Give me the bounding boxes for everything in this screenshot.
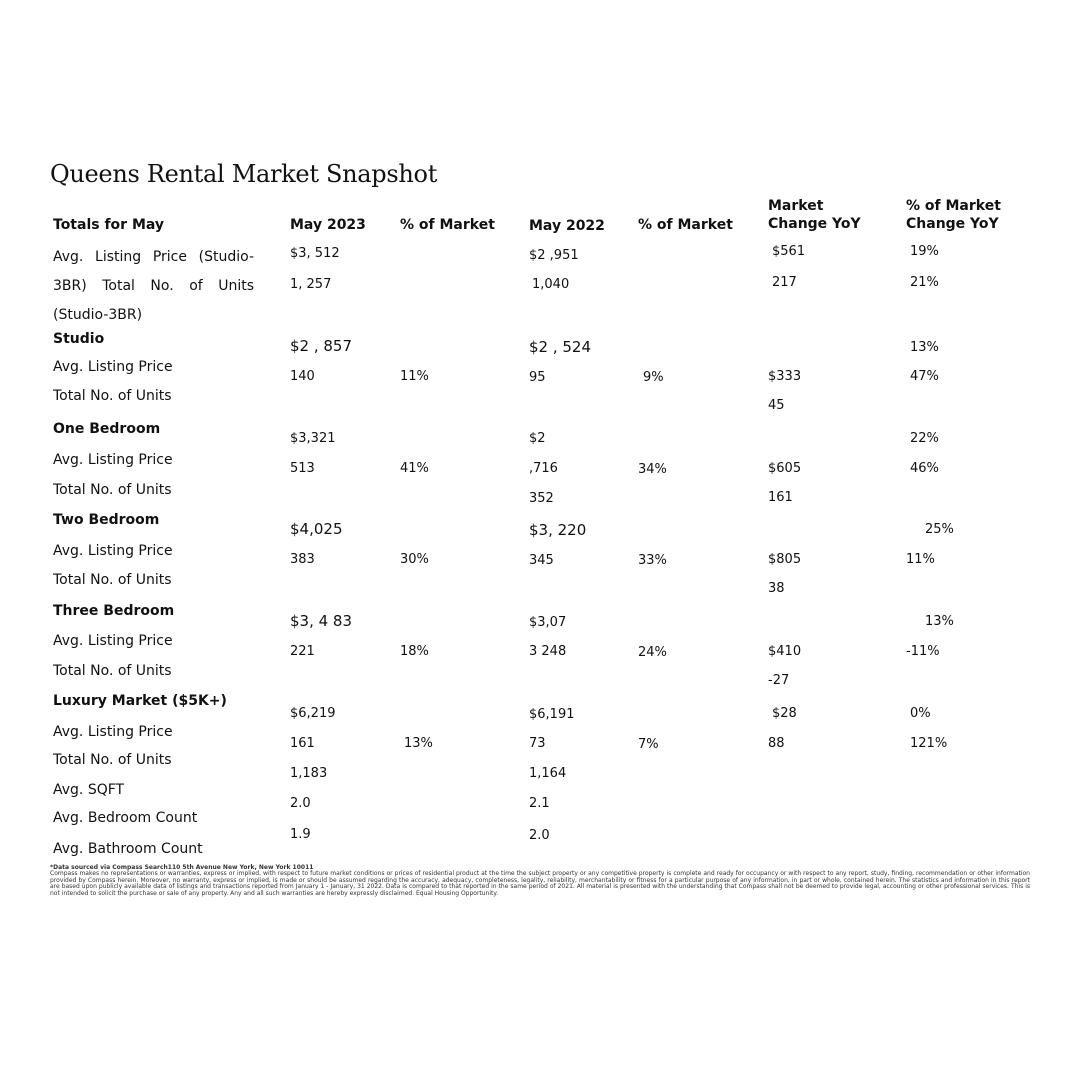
section-one-bedroom: One Bedroom <box>53 421 161 437</box>
two-bed-change-1: $805 <box>768 552 802 567</box>
two-bed-total-units-label: Total No. of Units <box>53 572 172 588</box>
luxury-pct-change-1: 0% <box>910 706 931 721</box>
two-bed-avg-price-label: Avg. Listing Price <box>53 543 173 559</box>
three-bed-avg-price-label: Avg. Listing Price <box>53 633 173 649</box>
two-bed-price-pct-change: 25% <box>925 522 954 537</box>
one-bed-units-2023: 513 <box>290 461 315 476</box>
studio-pct-2023: 11% <box>400 369 429 384</box>
page-title: Queens Rental Market Snapshot <box>50 160 438 188</box>
totals-price-pct-change: 19% <box>910 244 939 259</box>
studio-units-2022: 95 <box>529 370 546 385</box>
totals-price-2022: $2 ,951 <box>529 248 579 263</box>
totals-price-change: $561 <box>772 244 806 259</box>
two-bed-price-2023: $4,025 <box>290 520 343 538</box>
totals-label: Avg. Listing Price (Studio-3BR) Total No. of Units (Studio-3BR) <box>53 249 254 323</box>
studio-price-2023: $2 , 857 <box>290 337 353 355</box>
footer-disclaimer-text: Compass makes no representations or warranties, express or implied, with respect to future market conditions or prices of residential product at the time the subject property or any competitive property is complete and ready for occupancy or with respect to any report, study, finding, recommendation or other information provided by Compass herein. Moreover, no warranty, express or implied, is made or should be assumed regarding the accuracy, adequacy, completeness, legality, reliability, merchantability or fitness for a particular purpose of any information, in part or whole, contained herein. The statistics and information in this report are based upon publicly available data of listings and transactions reported from January 1 - January, 31 2022. Data is compared to that reported in the same period of 2021. All material is presented with the understanding that Compass shall not be deemed to provide legal, accounting or other professional services. This is not intended to solicit the purchase or sale of any property. Any and all such warranties are hereby expressly disclaimed. Equal Housing Opportunity. <box>50 870 1030 897</box>
section-three-bedroom: Three Bedroom <box>53 603 175 619</box>
header-pct-change-line1: % of Market <box>906 198 1001 214</box>
header-pct-2023: % of Market <box>400 217 495 233</box>
three-bed-pct-2023: 18% <box>400 644 429 659</box>
studio-pct-2022: 9% <box>643 370 664 385</box>
one-bed-pct-2023: 41% <box>400 461 429 476</box>
header-totals-for-may: Totals for May <box>53 217 165 233</box>
luxury-sqft-2023: 1,183 <box>290 766 328 781</box>
section-two-bedroom: Two Bedroom <box>53 512 160 528</box>
three-bed-pct-2022: 24% <box>638 645 667 660</box>
header-pct-change-line2: Change YoY <box>906 216 999 232</box>
three-bed-price-2022: $3,07 <box>529 615 567 630</box>
studio-price-2022: $2 , 524 <box>529 338 592 356</box>
luxury-price-2022: $6,191 <box>529 707 575 722</box>
header-pct-market-change <box>906 197 1001 233</box>
luxury-price-2023: $6,219 <box>290 706 336 721</box>
luxury-bathroom-2022: 2.0 <box>529 828 550 843</box>
one-bed-pct-change-2: 46% <box>910 461 939 476</box>
section-studio: Studio <box>53 331 105 347</box>
luxury-pct-2023: 13% <box>404 736 433 751</box>
studio-total-units-label: Total No. of Units <box>53 388 172 404</box>
one-bed-price-pct-change: 22% <box>910 431 939 446</box>
totals-units-pct-change: 21% <box>910 275 939 290</box>
three-bed-change-1: $410 <box>768 644 802 659</box>
studio-change-2: 45 <box>768 398 785 413</box>
luxury-avg-sqft-label: Avg. SQFT <box>53 782 125 798</box>
one-bed-change-2: 161 <box>768 490 793 505</box>
header-may-2022: May 2022 <box>529 218 605 234</box>
luxury-pct-2022: 7% <box>638 737 659 752</box>
luxury-bathroom-2023: 1.9 <box>290 827 311 842</box>
luxury-bedroom-2022: 2.1 <box>529 796 550 811</box>
one-bed-price-2022-b: ,716 <box>529 461 558 476</box>
luxury-avg-bathroom-label: Avg. Bathroom Count <box>53 841 203 857</box>
two-bed-pct-change-2: 11% <box>906 552 935 567</box>
studio-units-2023: 140 <box>290 369 315 384</box>
three-bed-pct-change-2: -11% <box>906 644 940 659</box>
luxury-total-units-label: Total No. of Units <box>53 752 172 768</box>
three-bed-units-2023: 221 <box>290 644 315 659</box>
luxury-bedroom-2023: 2.0 <box>290 796 311 811</box>
two-bed-units-2022: 345 <box>529 553 554 568</box>
luxury-change-2: 88 <box>768 736 785 751</box>
three-bed-price-pct-change: 13% <box>925 614 954 629</box>
totals-units-2022: 1,040 <box>532 277 570 292</box>
one-bed-price-2022-a: $2 <box>529 431 546 446</box>
footer-disclaimer <box>50 865 1030 897</box>
luxury-sqft-2022: 1,164 <box>529 766 567 781</box>
section-luxury-market: Luxury Market ($5K+) <box>53 693 227 709</box>
one-bed-units-2022: 352 <box>529 491 554 506</box>
totals-units-change: 217 <box>772 275 797 290</box>
one-bed-avg-price-label: Avg. Listing Price <box>53 452 173 468</box>
one-bed-change-1: $605 <box>768 461 802 476</box>
footer-source: *Data sourced via Compass Search110 5th Avenue New York, New York 10011 <box>50 864 314 871</box>
header-market-change <box>768 197 861 233</box>
luxury-avg-price-label: Avg. Listing Price <box>53 724 173 740</box>
two-bed-units-2023: 383 <box>290 552 315 567</box>
studio-avg-price-label: Avg. Listing Price <box>53 359 173 375</box>
three-bed-change-2: -27 <box>768 673 790 688</box>
two-bed-price-2022: $3, 220 <box>529 521 587 539</box>
header-pct-2022: % of Market <box>638 217 733 233</box>
three-bed-units-2022: 3 248 <box>529 644 567 659</box>
luxury-avg-bedroom-label: Avg. Bedroom Count <box>53 810 198 826</box>
totals-units-2023: 1, 257 <box>290 277 332 292</box>
luxury-pct-change-2: 121% <box>910 736 948 751</box>
two-bed-pct-2023: 30% <box>400 552 429 567</box>
one-bed-pct-2022: 34% <box>638 462 667 477</box>
studio-price-pct-change: 13% <box>910 340 939 355</box>
totals-price-2023: $3, 512 <box>290 246 340 261</box>
two-bed-change-2: 38 <box>768 581 785 596</box>
one-bed-price-2023: $3,321 <box>290 431 336 446</box>
two-bed-pct-2022: 33% <box>638 553 667 568</box>
header-may-2023: May 2023 <box>290 217 366 233</box>
studio-pct-change-2: 47% <box>910 369 939 384</box>
luxury-change-1: $28 <box>772 706 797 721</box>
luxury-units-2022: 73 <box>529 736 546 751</box>
luxury-units-2023: 161 <box>290 736 315 751</box>
three-bed-total-units-label: Total No. of Units <box>53 663 172 679</box>
one-bed-total-units-label: Total No. of Units <box>53 482 172 498</box>
studio-change-1: $333 <box>768 369 802 384</box>
header-market-change-line2: Change YoY <box>768 216 861 232</box>
three-bed-price-2023: $3, 4 83 <box>290 612 353 630</box>
header-market-change-line1: Market <box>768 198 824 214</box>
